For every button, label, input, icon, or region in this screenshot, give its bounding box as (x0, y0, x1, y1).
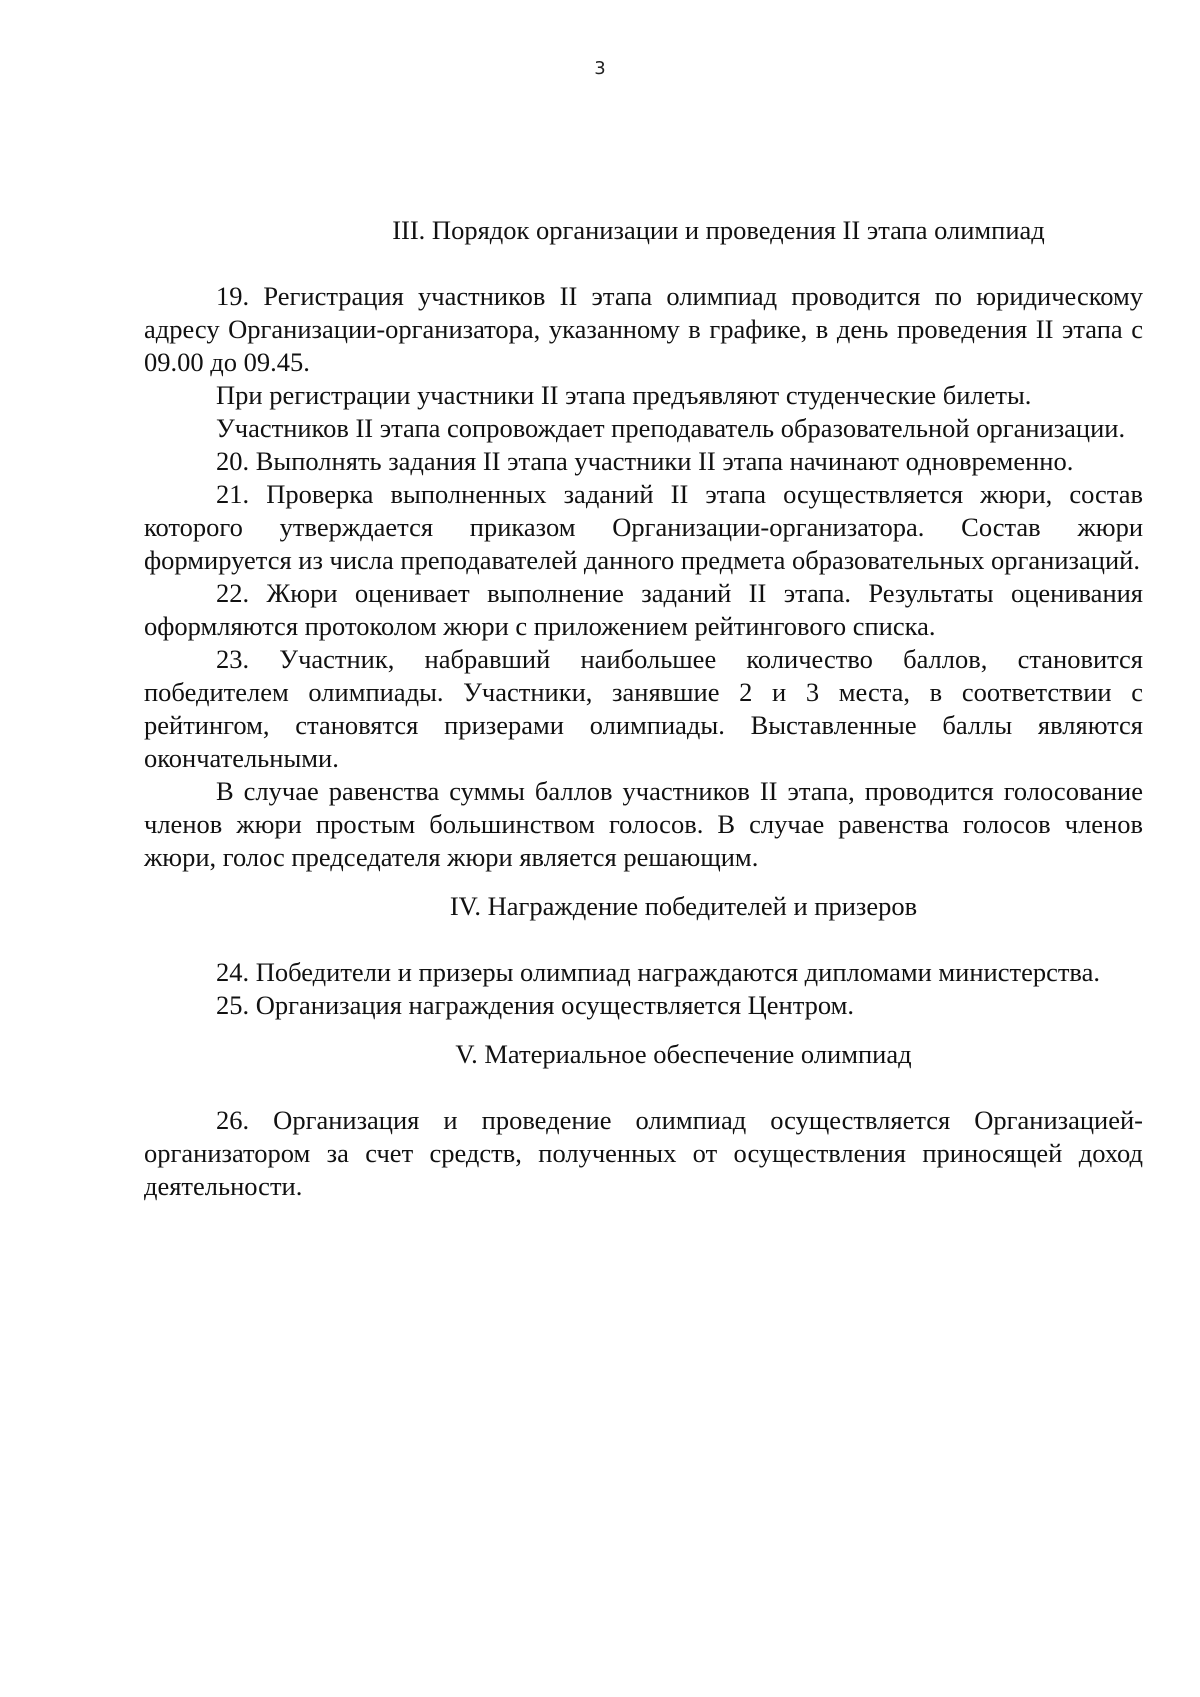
paragraph-registration-tickets: При регистрации участники II этапа предъявляют студенческие билеты. (216, 380, 1032, 410)
paragraph-equal-scores: В случае равенства суммы баллов участников II этапа, проводится голосование членов жюри простым большинством голосов. В случае равенства голосов членов жюри, голос председателя жюри является решающим. (144, 776, 1143, 872)
paragraph-26: 26. Организация и проведение олимпиад осуществляется Организацией-организатором за счет средств, полученных от осуществления приносящей доход деятельности. (144, 1105, 1143, 1201)
paragraph-24: 24. Победители и призеры олимпиад награждаются дипломами министерства. (216, 957, 1100, 987)
paragraph-19: 19. Регистрация участников II этапа олимпиад проводится по юридическому адресу Организации-организатора, указанному в графике, в день проведения II этапа с 09.00 до 09.45. (144, 281, 1143, 377)
paragraph-accompanying-teacher: Участников II этапа сопровождает преподаватель образовательной организации. (216, 413, 1126, 443)
document-body (144, 214, 1143, 1203)
paragraph-22: 22. Жюри оценивает выполнение заданий II этапа. Результаты оценивания оформляются протоколом жюри с приложением рейтингового списка. (144, 578, 1143, 641)
paragraph-25: 25. Организация награждения осуществляется Центром. (216, 990, 855, 1020)
section-5-heading: V. Материальное обеспечение олимпиад (455, 1039, 912, 1069)
page-number: 3 (594, 58, 606, 79)
paragraph-20: 20. Выполнять задания II этапа участники II этапа начинают одновременно. (216, 446, 1074, 476)
section-4-heading: IV. Награждение победителей и призеров (449, 891, 918, 921)
paragraph-21: 21. Проверка выполненных заданий II этапа осуществляется жюри, состав которого утверждается приказом Организации-организатора. Состав жюри формируется из числа преподавателей данного предмета образовательных организаций. (144, 479, 1143, 575)
section-3-heading: III. Порядок организации и проведения II этапа олимпиад (392, 215, 1045, 245)
paragraph-23: 23. Участник, набравший наибольшее количество баллов, становится победителем олимпиады. Участники, занявшие 2 и 3 места, в соответствии с рейтингом, становятся призерами олимпиады. Выставленные баллы являются окончательными. (144, 644, 1143, 773)
